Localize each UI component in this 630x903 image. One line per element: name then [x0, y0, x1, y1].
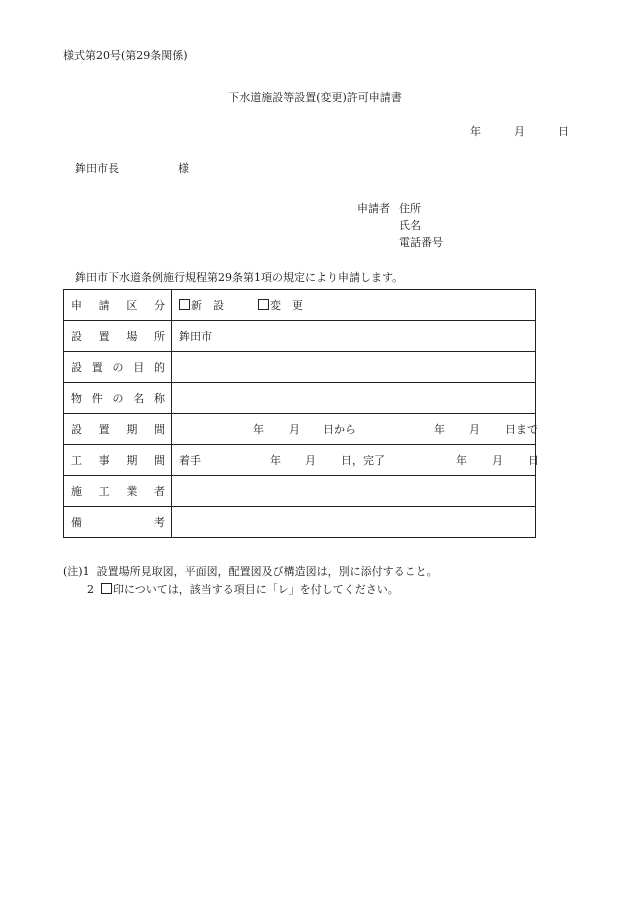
value-property-name[interactable] — [172, 383, 536, 414]
row-location — [64, 321, 536, 352]
applicant-address-label: 住所 — [399, 202, 421, 215]
value-installation-period[interactable]: 年 月 日から 年 月 日まで — [172, 414, 536, 445]
date-month: 月 — [514, 125, 525, 138]
value-purpose[interactable] — [172, 352, 536, 383]
checkbox-new-box[interactable] — [179, 299, 190, 310]
value-application-type — [172, 290, 536, 321]
row-remarks — [64, 507, 536, 538]
application-form-table — [63, 289, 539, 538]
checkbox-new[interactable]: 新 設 — [179, 297, 224, 313]
applicant-phone-label: 電話番号 — [399, 236, 443, 249]
label-construction-period: 工 事 期 間 — [64, 445, 172, 476]
row-property-name — [64, 383, 536, 414]
label-application-type: 申 請 区 分 — [64, 290, 172, 321]
value-remarks[interactable] — [172, 507, 536, 538]
row-application-type — [64, 290, 536, 321]
notes — [63, 563, 438, 599]
label-purpose: 設 置 の 目 的 — [64, 352, 172, 383]
document-title: 下水道施設等設置(変更)許可申請書 — [228, 91, 402, 104]
label-property-name: 物 件 の 名 称 — [64, 383, 172, 414]
label-installation-period: 設 置 期 間 — [64, 414, 172, 445]
note-2: 2 印については，該当する項目に「レ」を付してください。 — [87, 583, 399, 596]
value-location[interactable]: 鉾田市 — [172, 321, 536, 352]
application-statement: 鉾田市下水道条例施行規程第29条第1項の規定により申請します。 — [75, 271, 404, 284]
value-contractor[interactable] — [172, 476, 536, 507]
row-installation-period — [64, 414, 536, 445]
checkbox-change[interactable]: 変 更 — [258, 297, 303, 313]
row-construction-period — [64, 445, 536, 476]
applicant-name-label: 氏名 — [399, 219, 421, 232]
date-day: 日 — [558, 125, 569, 138]
applicant-role: 申請者 — [357, 202, 390, 215]
applicant-block — [357, 200, 443, 251]
row-contractor — [64, 476, 536, 507]
label-remarks: 備 考 — [64, 507, 172, 538]
addressee — [75, 163, 189, 174]
application-date — [470, 126, 569, 137]
checkbox-symbol-icon — [101, 583, 112, 594]
date-year: 年 — [470, 125, 481, 138]
value-construction-period[interactable]: 着手 年 月 日，完了 年 月 日 — [172, 445, 536, 476]
addressee-honorific: 様 — [178, 162, 189, 175]
label-location: 設 置 場 所 — [64, 321, 172, 352]
checkbox-change-box[interactable] — [258, 299, 269, 310]
form-number: 様式第20号(第29条関係) — [63, 49, 188, 62]
label-contractor: 施 工 業 者 — [64, 476, 172, 507]
row-purpose — [64, 352, 536, 383]
note-1: (注)1 設置場所見取図，平面図，配置図及び構造図は，別に添付すること。 — [63, 565, 438, 578]
addressee-name: 鉾田市長 — [75, 162, 119, 175]
